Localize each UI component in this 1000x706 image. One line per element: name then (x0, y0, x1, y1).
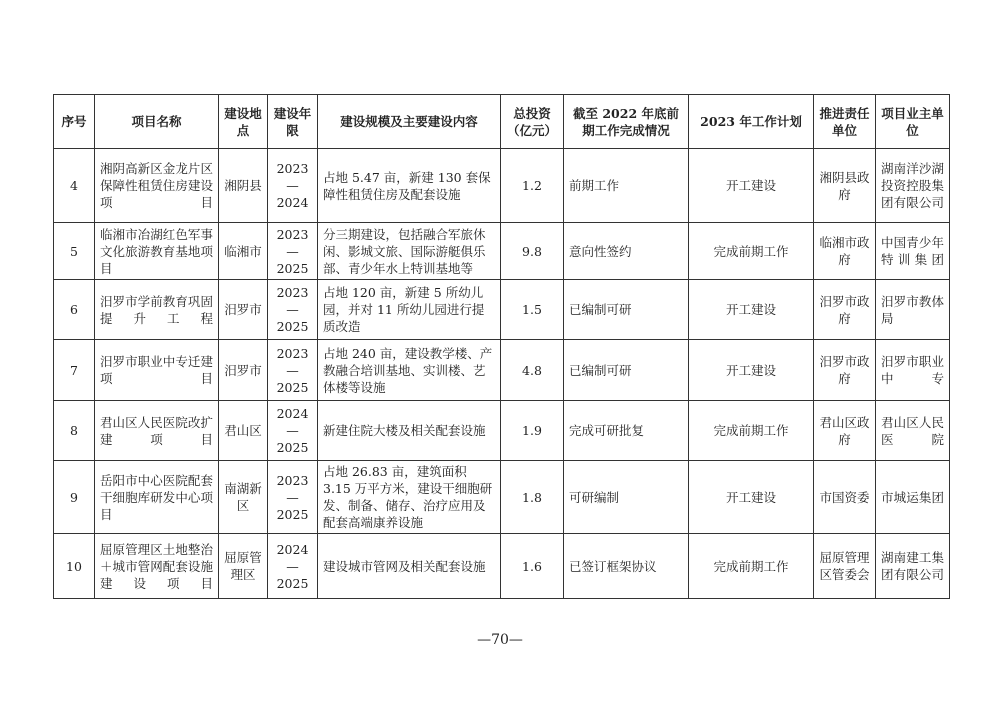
header-cell: 2023 年工作计划 (689, 95, 814, 149)
header-cell: 建设地点 (219, 95, 268, 149)
investment-cell: 1.9 (501, 401, 564, 461)
scope-cell: 新建住院大楼及相关配套设施 (318, 401, 501, 461)
location-cell: 湘阴县 (219, 149, 268, 223)
header-row (54, 95, 950, 149)
plan-2023-cell: 完成前期工作 (689, 223, 814, 280)
responsible-unit-cell: 临湘市政府 (814, 223, 876, 280)
investment-cell: 4.8 (501, 340, 564, 401)
plan-2023-cell: 开工建设 (689, 461, 814, 534)
location-cell: 临湘市 (219, 223, 268, 280)
header-cell: 总投资（亿元） (501, 95, 564, 149)
responsible-unit-cell: 君山区政府 (814, 401, 876, 461)
header-cell: 截至 2022 年底前期工作完成情况 (564, 95, 689, 149)
plan-2023-cell: 开工建设 (689, 340, 814, 401)
period-cell: 2024—2025 (268, 401, 318, 461)
plan-2023-cell: 开工建设 (689, 149, 814, 223)
header-cell: 建设年限 (268, 95, 318, 149)
location-cell: 汨罗市 (219, 340, 268, 401)
scope-cell: 占地 26.83 亩，建筑面积 3.15 万平方米，建设干细胞研发、制备、储存、治疗应用及配套高端康养设施 (318, 461, 501, 534)
scope-cell: 占地 240 亩，建设教学楼、产教融合培训基地、实训楼、艺体楼等设施 (318, 340, 501, 401)
progress-cell: 完成可研批复 (564, 401, 689, 461)
period-cell: 2024—2025 (268, 534, 318, 599)
owner-unit-cell: 市城运集团 (876, 461, 950, 534)
responsible-unit-cell: 市国资委 (814, 461, 876, 534)
period-cell: 2023—2025 (268, 280, 318, 340)
period-cell: 2023—2024 (268, 149, 318, 223)
row-number-cell: 10 (54, 534, 95, 599)
project-name-cell: 汨罗市学前教育巩固提升工程 (95, 280, 219, 340)
owner-unit-cell: 汨罗市职业中专 (876, 340, 950, 401)
period-cell: 2023—2025 (268, 223, 318, 280)
owner-unit-cell: 君山区人民医院 (876, 401, 950, 461)
table-row (54, 534, 950, 599)
responsible-unit-cell: 湘阴县政府 (814, 149, 876, 223)
scope-cell: 分三期建设，包括融合军旅休闲、影城文旅、国际游艇俱乐部、青少年水上特训基地等 (318, 223, 501, 280)
plan-2023-cell: 开工建设 (689, 280, 814, 340)
scope-cell: 占地 120 亩，新建 5 所幼儿园，并对 11 所幼儿园进行提质改造 (318, 280, 501, 340)
owner-unit-cell: 汨罗市教体局 (876, 280, 950, 340)
responsible-unit-cell: 汨罗市政府 (814, 340, 876, 401)
location-cell: 南湖新区 (219, 461, 268, 534)
project-table (53, 94, 950, 599)
row-number-cell: 8 (54, 401, 95, 461)
scope-cell: 占地 5.47 亩，新建 130 套保障性租赁住房及配套设施 (318, 149, 501, 223)
investment-cell: 1.8 (501, 461, 564, 534)
header-cell: 推进责任单位 (814, 95, 876, 149)
owner-unit-cell: 中国青少年特训集团 (876, 223, 950, 280)
project-name-cell: 湘阴高新区金龙片区保障性租赁住房建设项目 (95, 149, 219, 223)
header-cell: 项目名称 (95, 95, 219, 149)
location-cell: 汨罗市 (219, 280, 268, 340)
table-row (54, 280, 950, 340)
plan-2023-cell: 完成前期工作 (689, 534, 814, 599)
period-cell: 2023—2025 (268, 461, 318, 534)
progress-cell: 已编制可研 (564, 340, 689, 401)
project-name-cell: 汨罗市职业中专迁建项目 (95, 340, 219, 401)
responsible-unit-cell: 屈原管理区管委会 (814, 534, 876, 599)
header-cell: 项目业主单位 (876, 95, 950, 149)
row-number-cell: 9 (54, 461, 95, 534)
row-number-cell: 7 (54, 340, 95, 401)
scope-cell: 建设城市管网及相关配套设施 (318, 534, 501, 599)
table-row (54, 401, 950, 461)
project-name-cell: 岳阳市中心医院配套干细胞库研发中心项目 (95, 461, 219, 534)
row-number-cell: 5 (54, 223, 95, 280)
owner-unit-cell: 湖南洋沙湖投资控股集团有限公司 (876, 149, 950, 223)
project-name-cell: 君山区人民医院改扩建项目 (95, 401, 219, 461)
investment-cell: 1.6 (501, 534, 564, 599)
project-name-cell: 临湘市冶湖红色军事文化旅游教育基地项目 (95, 223, 219, 280)
header-cell: 建设规模及主要建设内容 (318, 95, 501, 149)
responsible-unit-cell: 汨罗市政府 (814, 280, 876, 340)
table-row (54, 461, 950, 534)
header-cell: 序号 (54, 95, 95, 149)
investment-cell: 1.5 (501, 280, 564, 340)
location-cell: 君山区 (219, 401, 268, 461)
owner-unit-cell: 湖南建工集团有限公司 (876, 534, 950, 599)
plan-2023-cell: 完成前期工作 (689, 401, 814, 461)
progress-cell: 意向性签约 (564, 223, 689, 280)
table-row (54, 340, 950, 401)
project-name-cell: 屈原管理区土地整治＋城市管网配套设施建设项目 (95, 534, 219, 599)
row-number-cell: 6 (54, 280, 95, 340)
progress-cell: 已编制可研 (564, 280, 689, 340)
period-cell: 2023—2025 (268, 340, 318, 401)
page-number: —70— (477, 632, 523, 648)
investment-cell: 9.8 (501, 223, 564, 280)
progress-cell: 前期工作 (564, 149, 689, 223)
table-row (54, 223, 950, 280)
investment-cell: 1.2 (501, 149, 564, 223)
location-cell: 屈原管理区 (219, 534, 268, 599)
row-number-cell: 4 (54, 149, 95, 223)
progress-cell: 已签订框架协议 (564, 534, 689, 599)
progress-cell: 可研编制 (564, 461, 689, 534)
table-row (54, 149, 950, 223)
